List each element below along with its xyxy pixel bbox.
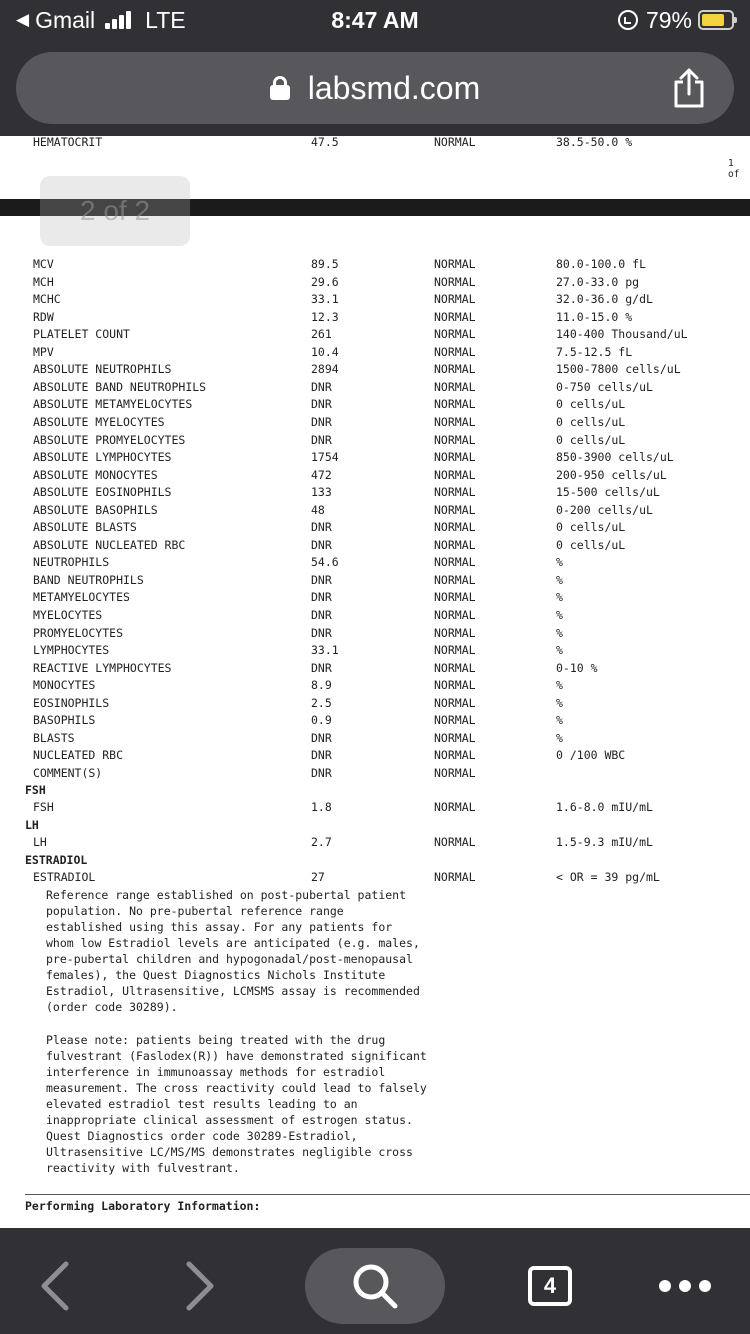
test-reference: 0-750 cells/uL	[556, 379, 653, 394]
section-header-estradiol: ESTRADIOL	[25, 853, 88, 867]
test-name: NEUTROPHILS	[33, 555, 110, 570]
test-reference: 1.6-8.0 mIU/mL	[556, 800, 653, 814]
test-flag: NORMAL	[434, 695, 476, 710]
test-value: DNR	[311, 730, 332, 745]
test-value: 12.3	[311, 309, 339, 324]
test-reference: < OR = 39 pg/mL	[556, 870, 660, 884]
test-name: ABSOLUTE MONOCYTES	[33, 467, 158, 482]
test-name: ABSOLUTE LYMPHOCYTES	[33, 450, 172, 465]
test-name: REACTIVE LYMPHOCYTES	[33, 660, 172, 675]
status-bar	[0, 0, 750, 40]
test-name: LH	[33, 835, 47, 849]
test-flag: NORMAL	[434, 432, 476, 447]
test-name: ABSOLUTE METAMYELOCYTES	[33, 397, 193, 412]
test-flag: NORMAL	[434, 135, 476, 149]
test-value: DNR	[311, 765, 332, 780]
performing-lab-title: Performing Laboratory Information:	[25, 1199, 261, 1213]
test-name: ABSOLUTE PROMYELOCYTES	[33, 432, 186, 447]
lab-report-page	[0, 136, 750, 1228]
test-name: EOSINOPHILS	[33, 695, 110, 710]
test-value: DNR	[311, 432, 332, 447]
share-icon[interactable]	[672, 68, 706, 108]
browser-top-chrome	[0, 0, 750, 136]
test-flag: NORMAL	[434, 344, 476, 359]
test-reference: 27.0-33.0 pg	[556, 274, 640, 289]
test-value: 33.1	[311, 643, 339, 658]
test-reference: 1.5-9.3 mIU/mL	[556, 835, 653, 849]
test-reference: 32.0-36.0 g/dL	[556, 292, 653, 307]
address-bar[interactable]	[16, 52, 734, 124]
test-reference: 0 cells/uL	[556, 397, 626, 412]
result-row	[0, 309, 750, 327]
test-value: 8.9	[311, 678, 332, 693]
test-name: MCH	[33, 274, 54, 289]
test-name: PLATELET COUNT	[33, 327, 130, 342]
page-number-label: 1 of	[728, 158, 740, 180]
test-name: BASOPHILS	[33, 713, 96, 728]
test-reference: %	[556, 730, 563, 745]
test-flag: NORMAL	[434, 450, 476, 465]
test-name: RDW	[33, 309, 54, 324]
test-reference: 80.0-100.0 fL	[556, 257, 647, 271]
status-time: 8:47 AM	[331, 7, 419, 33]
test-value: 54.6	[311, 555, 339, 570]
test-flag: NORMAL	[434, 362, 476, 377]
test-value: DNR	[311, 660, 332, 675]
result-row	[0, 361, 750, 379]
test-reference: %	[556, 555, 563, 570]
test-name: BLASTS	[33, 730, 75, 745]
test-value: 10.4	[311, 344, 339, 359]
tab-count: 4	[528, 1266, 572, 1306]
result-row	[0, 642, 750, 660]
estradiol-comment-1: Reference range established on post-pubertal patient population. No pre-pubertal reference range established using this assay. For any patients for whom low Estradiol levels are anticipated (e.g. males, pre-pubertal children and hypogonadal/post-menopausal females), the Quest Diagnostics Nichols Institute Estradiol, Ultrasensitive, LCMSMS assay is recommended (order code 30289).	[46, 888, 420, 1014]
result-row-hematocrit	[0, 134, 750, 152]
result-row-lh	[0, 834, 750, 852]
battery-icon	[698, 10, 734, 30]
test-flag: NORMAL	[434, 748, 476, 763]
more-dot-icon	[659, 1280, 671, 1292]
test-reference: 0-200 cells/uL	[556, 502, 653, 517]
test-flag: NORMAL	[434, 309, 476, 324]
result-row	[0, 467, 750, 485]
test-name: FSH	[33, 800, 54, 814]
test-name: MCV	[33, 257, 54, 271]
test-flag: NORMAL	[434, 660, 476, 675]
result-row	[0, 256, 750, 274]
test-name: HEMATOCRIT	[33, 135, 103, 149]
test-name: ABSOLUTE BAND NEUTROPHILS	[33, 379, 207, 394]
result-row	[0, 765, 750, 783]
test-flag: NORMAL	[434, 257, 476, 271]
test-flag: NORMAL	[434, 730, 476, 745]
test-name: ABSOLUTE BLASTS	[33, 520, 137, 535]
result-row	[0, 589, 750, 607]
section-header-lh: LH	[25, 818, 39, 832]
test-reference: 7.5-12.5 fL	[556, 344, 633, 359]
test-reference: 11.0-15.0 %	[556, 309, 633, 324]
chevron-left-icon	[40, 1261, 70, 1311]
test-flag: NORMAL	[434, 485, 476, 500]
result-row	[0, 432, 750, 450]
network-label: LTE	[145, 6, 186, 33]
test-flag: NORMAL	[434, 572, 476, 587]
status-right	[618, 6, 734, 34]
test-flag: NORMAL	[434, 678, 476, 693]
test-value: DNR	[311, 608, 332, 622]
test-value: 133	[311, 485, 332, 500]
test-value: 1.8	[311, 800, 332, 814]
test-value: 47.5	[311, 135, 339, 149]
test-name: MCHC	[33, 292, 61, 307]
search-icon	[351, 1262, 399, 1310]
test-name: ABSOLUTE BASOPHILS	[33, 502, 158, 517]
test-value: 261	[311, 327, 332, 342]
result-row	[0, 274, 750, 292]
test-reference: 200-950 cells/uL	[556, 467, 667, 482]
browser-bottom-toolbar	[0, 1228, 750, 1334]
test-name: ABSOLUTE NUCLEATED RBC	[33, 537, 186, 552]
test-flag: NORMAL	[434, 292, 476, 307]
test-reference: %	[556, 625, 563, 640]
test-value: DNR	[311, 397, 332, 412]
test-value: 472	[311, 467, 332, 482]
battery-level	[702, 14, 724, 26]
test-flag: NORMAL	[434, 643, 476, 658]
test-flag: NORMAL	[434, 537, 476, 552]
test-flag: NORMAL	[434, 835, 476, 849]
test-value: DNR	[311, 590, 332, 605]
result-row-fsh	[0, 799, 750, 817]
result-row	[0, 730, 750, 748]
test-value: DNR	[311, 625, 332, 640]
test-reference: 0 cells/uL	[556, 414, 626, 429]
test-name: MYELOCYTES	[33, 608, 103, 622]
result-row	[0, 344, 750, 362]
test-value: DNR	[311, 379, 332, 394]
test-reference: 15-500 cells/uL	[556, 485, 660, 500]
result-row	[0, 502, 750, 520]
battery-percent: 79%	[645, 6, 692, 33]
test-value: DNR	[311, 537, 332, 552]
result-row	[0, 712, 750, 730]
test-name: ABSOLUTE EOSINOPHILS	[33, 485, 172, 500]
test-value: 2.7	[311, 835, 332, 849]
result-row	[0, 396, 750, 414]
result-row	[0, 572, 750, 590]
test-value: DNR	[311, 748, 332, 763]
test-reference: 1500-7800 cells/uL	[556, 362, 681, 377]
test-reference: %	[556, 590, 563, 605]
forward-button[interactable]	[165, 1248, 235, 1324]
test-value: 48	[311, 502, 325, 517]
test-name: ESTRADIOL	[33, 870, 96, 884]
result-row	[0, 379, 750, 397]
result-row	[0, 695, 750, 713]
chevron-right-icon	[185, 1261, 215, 1311]
test-value: DNR	[311, 414, 332, 429]
test-flag: NORMAL	[434, 800, 476, 814]
test-value: DNR	[311, 572, 332, 587]
test-reference: 38.5-50.0 %	[556, 135, 633, 149]
test-flag: NORMAL	[434, 625, 476, 640]
test-reference: 0 /100 WBC	[556, 748, 626, 763]
test-reference: %	[556, 713, 563, 728]
test-value: 0.9	[311, 713, 332, 728]
test-flag: NORMAL	[434, 327, 476, 342]
result-row	[0, 554, 750, 572]
test-name: BAND NEUTROPHILS	[33, 572, 144, 587]
result-row	[0, 660, 750, 678]
result-row	[0, 291, 750, 309]
test-flag: NORMAL	[434, 379, 476, 394]
test-name: METAMYELOCYTES	[33, 590, 130, 605]
test-value: 2894	[311, 362, 339, 377]
test-flag: NORMAL	[434, 502, 476, 517]
estradiol-comment-2: Please note: patients being treated with the drug fulvestrant (Faslodex(R)) have demonstrated significant interference in immunoassay methods for estradiol measurement. The cross reactivity could lead to falsely elevated estradiol test results leading to an inappropriate clinical assessment of estrogen status. Quest Diagnostics order code 30289-Estradiol, Ultrasensitive LC/MS/MS demonstrates negligible cross reactivity with fulvestrant.	[46, 1033, 427, 1175]
tabs-button[interactable]	[515, 1248, 585, 1324]
back-button[interactable]	[20, 1248, 90, 1324]
test-reference: 850-3900 cells/uL	[556, 450, 674, 465]
url-text: labsmd.com	[307, 69, 481, 106]
test-name: MPV	[33, 344, 54, 359]
result-row	[0, 449, 750, 467]
more-dot-icon	[699, 1280, 711, 1292]
test-flag: NORMAL	[434, 870, 476, 884]
test-reference: 0 cells/uL	[556, 537, 626, 552]
result-row	[0, 625, 750, 643]
section-header-fsh: FSH	[25, 783, 46, 797]
test-flag: NORMAL	[434, 520, 476, 535]
more-dot-icon	[679, 1280, 691, 1292]
test-reference: %	[556, 695, 563, 710]
test-value: 27	[311, 870, 325, 884]
page-indicator-badge: 2 of 2	[40, 176, 190, 246]
more-options-button[interactable]	[640, 1248, 730, 1324]
result-row	[0, 537, 750, 555]
test-flag: NORMAL	[434, 414, 476, 429]
test-value: 33.1	[311, 292, 339, 307]
back-triangle-icon: ◀	[16, 10, 30, 29]
test-name: ABSOLUTE MYELOCYTES	[33, 414, 165, 429]
test-reference: %	[556, 608, 563, 622]
result-row	[0, 519, 750, 537]
test-flag: NORMAL	[434, 765, 476, 780]
test-flag: NORMAL	[434, 608, 476, 622]
result-row	[0, 607, 750, 625]
result-row	[0, 326, 750, 344]
test-value: 89.5	[311, 257, 339, 271]
test-name: MONOCYTES	[33, 678, 96, 693]
test-value: 1754	[311, 450, 339, 465]
test-reference: 0 cells/uL	[556, 432, 626, 447]
test-reference: 0-10 %	[556, 660, 598, 675]
test-name: ABSOLUTE NEUTROPHILS	[33, 362, 172, 377]
orientation-lock-icon	[618, 10, 638, 30]
test-flag: NORMAL	[434, 713, 476, 728]
test-flag: NORMAL	[434, 397, 476, 412]
test-reference: 140-400 Thousand/uL	[556, 327, 688, 342]
test-name: COMMENT(S)	[33, 765, 103, 780]
back-app-label: Gmail	[35, 6, 96, 33]
result-row-estradiol	[0, 869, 750, 887]
result-row	[0, 484, 750, 502]
test-flag: NORMAL	[434, 555, 476, 570]
test-reference: 0 cells/uL	[556, 520, 626, 535]
test-reference: %	[556, 678, 563, 693]
test-reference: %	[556, 572, 563, 587]
test-flag: NORMAL	[434, 467, 476, 482]
test-name: NUCLEATED RBC	[33, 748, 124, 763]
lock-icon	[270, 76, 290, 100]
result-row	[0, 414, 750, 432]
test-flag: NORMAL	[434, 590, 476, 605]
test-name: LYMPHOCYTES	[33, 643, 110, 658]
test-value: 2.5	[311, 695, 332, 710]
result-row	[0, 677, 750, 695]
test-value: DNR	[311, 520, 332, 535]
test-reference: %	[556, 643, 563, 658]
search-button[interactable]	[305, 1248, 445, 1324]
section-divider	[25, 1194, 750, 1195]
test-flag: NORMAL	[434, 274, 476, 289]
test-value: 29.6	[311, 274, 339, 289]
test-name: PROMYELOCYTES	[33, 625, 124, 640]
result-row	[0, 747, 750, 765]
